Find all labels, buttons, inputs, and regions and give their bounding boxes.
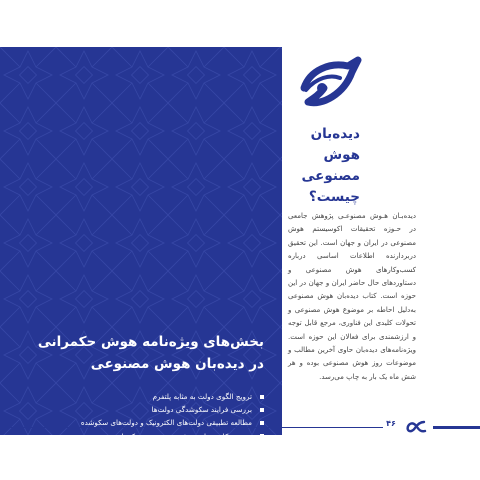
footer-accent-bar (433, 426, 480, 429)
title-line3: چیست؟ (308, 189, 360, 205)
square-bullet-icon (260, 447, 265, 452)
panel-heading-line1: بخش‌های ویژه‌نامه هوش حکمرانی (37, 334, 264, 350)
title-line2: هوش مصنوعی (301, 147, 360, 184)
blue-panel (0, 47, 282, 454)
title-line1: دیده‌بان (310, 126, 360, 142)
body-paragraph: دیده‌بـان هـوش مصنوعـی پژوهش جامعی در حـوزه تحقیقات اکوسیستم هوش مصنوعی در ایران و جهان است. این تحقیق دربردارنده اطلاعات اساسی درباره کسب‌وکارهای هوش مصنوعی و دستاوردهای حال حاضر ایران و جهان در این حوزه است. کتاب دیده‌بان هوش مصنوعی به‌دلیل احاطه بر موضوع هوش مصنوعی و تحولات کلیدی این فناوری، مرجع قابل توجه و ارزشمندی برای فعالان این حوزه است. ویژه‌نامه‌های دیده‌بان حاوی آخرین مطالب و موضوعات روز هوش مصنوعی بوده و هر شش ماه یک بار به چاپ می‌رسد. (288, 212, 416, 381)
section-list (14, 390, 264, 456)
list-item: هوش حکمرانی در خدمات دولتی (14, 443, 264, 456)
panel-heading-line2: در دیده‌بان هوش مصنوعی (90, 356, 264, 372)
square-bullet-icon (260, 434, 265, 439)
eye-logo-icon (300, 58, 362, 114)
square-bullet-icon (260, 421, 265, 426)
page-number: ۴۶ (386, 419, 396, 428)
list-item: مطالعه تطبیقی دولت‌های الکترونیک و دولت‌های سکوشده (14, 416, 264, 429)
geometric-pattern (0, 47, 282, 435)
list-item: بررسی کاربردهای هوش مصنوعی در حکمرانی (14, 430, 264, 443)
footer-divider (0, 427, 383, 428)
alpha-logo-icon (404, 419, 428, 434)
square-bullet-icon (260, 408, 265, 413)
page-title (290, 124, 360, 208)
list-item: ترویج الگوی دولت به مثابه پلتفرم (14, 390, 264, 403)
panel-heading (14, 331, 264, 375)
list-item: بررسی فرایند سکوشدگی دولت‌ها (14, 403, 264, 416)
square-bullet-icon (260, 395, 265, 400)
